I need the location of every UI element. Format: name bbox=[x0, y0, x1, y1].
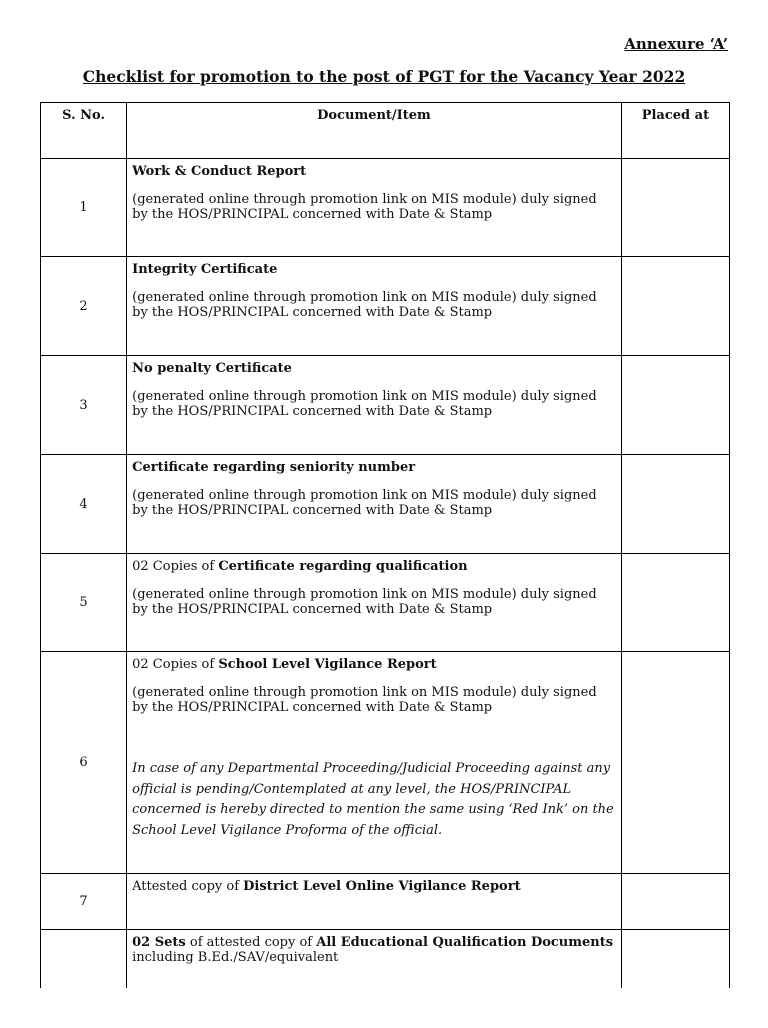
row-sno: 7 bbox=[41, 874, 127, 930]
checklist-table bbox=[40, 102, 730, 1006]
table-row bbox=[41, 356, 730, 455]
item-title: District Level Online Vigilance Report bbox=[243, 879, 521, 894]
table-row bbox=[41, 874, 730, 930]
row-sno: 3 bbox=[41, 356, 127, 455]
item-description: (generated online through promotion link on MIS module) duly signed by the HOS/PRINCIPAL concerned with Date & Stamp bbox=[132, 290, 597, 320]
row-placed-at bbox=[621, 356, 729, 455]
row-document bbox=[127, 554, 622, 652]
page-title: Checklist for promotion to the post of PGT for the Vacancy Year 2022 bbox=[82, 67, 686, 86]
item-description: (generated online through promotion link on MIS module) duly signed by the HOS/PRINCIPAL concerned with Date & Stamp bbox=[132, 685, 597, 715]
item-suffix: including B.Ed./SAV/equivalent bbox=[132, 950, 339, 965]
item-title: School Level Vigilance Report bbox=[218, 657, 437, 672]
item-prefix: 02 Copies of bbox=[132, 559, 219, 574]
row-placed-at bbox=[621, 874, 729, 930]
item-description: (generated online through promotion link on MIS module) duly signed by the HOS/PRINCIPAL concerned with Date & Stamp bbox=[132, 587, 597, 617]
item-title: Certificate regarding qualification bbox=[218, 559, 468, 574]
table-row bbox=[41, 257, 730, 356]
row-document bbox=[127, 455, 622, 554]
item-lead: 02 Sets bbox=[132, 935, 186, 950]
vigilance-note: In case of any Departmental Proceeding/Judicial Proceeding against any official is pending/Contemplated at any level, the HOS/PRINCIPAL concerned is hereby directed to mention the same using ‘Red Ink’ on the School Level Vigilance Proforma of the official. bbox=[132, 761, 614, 838]
row-sno: 6 bbox=[41, 652, 127, 874]
item-title: Integrity Certificate bbox=[132, 262, 278, 277]
row-document bbox=[127, 652, 622, 874]
item-prefix: Attested copy of bbox=[132, 879, 244, 894]
table-row bbox=[41, 554, 730, 652]
item-title: Work & Conduct Report bbox=[132, 164, 307, 179]
header-placed-at: Placed at bbox=[621, 103, 729, 159]
row-placed-at bbox=[621, 159, 729, 257]
row-sno: 5 bbox=[41, 554, 127, 652]
table-row bbox=[41, 455, 730, 554]
item-title: Certificate regarding seniority number bbox=[132, 460, 416, 475]
item-description: (generated online through promotion link on MIS module) duly signed by the HOS/PRINCIPAL concerned with Date & Stamp bbox=[132, 488, 597, 518]
row-document bbox=[127, 874, 622, 930]
row-sno: 4 bbox=[41, 455, 127, 554]
item-prefix: 02 Copies of bbox=[132, 657, 219, 672]
row-placed-at bbox=[621, 257, 729, 356]
annexure-label: Annexure ‘A’ bbox=[624, 35, 728, 53]
item-title: No penalty Certificate bbox=[132, 361, 292, 376]
row-document bbox=[127, 356, 622, 455]
row-placed-at bbox=[621, 652, 729, 874]
row-sno: 1 bbox=[41, 159, 127, 257]
header-document: Document/Item bbox=[127, 103, 622, 159]
table-header-row bbox=[41, 103, 730, 159]
item-title: All Educational Qualification Documents bbox=[316, 935, 614, 950]
row-placed-at bbox=[621, 455, 729, 554]
item-mid: of attested copy of bbox=[185, 935, 317, 950]
header-sno: S. No. bbox=[41, 103, 127, 159]
row-document bbox=[127, 257, 622, 356]
row-document bbox=[127, 159, 622, 257]
row-placed-at bbox=[621, 554, 729, 652]
page-bottom-crop bbox=[0, 988, 768, 1028]
row-sno: 2 bbox=[41, 257, 127, 356]
table-row bbox=[41, 159, 730, 257]
item-description: (generated online through promotion link on MIS module) duly signed by the HOS/PRINCIPAL concerned with Date & Stamp bbox=[132, 192, 597, 222]
item-description: (generated online through promotion link on MIS module) duly signed by the HOS/PRINCIPAL concerned with Date & Stamp bbox=[132, 389, 597, 419]
table-row bbox=[41, 652, 730, 874]
